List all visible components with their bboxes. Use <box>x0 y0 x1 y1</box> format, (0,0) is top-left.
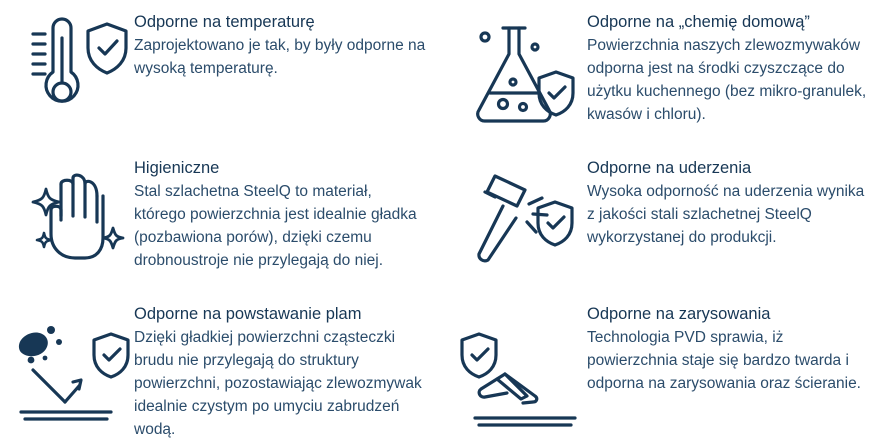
feature-item-impact <box>441 146 882 292</box>
feature-title: Odporne na zarysowania <box>587 305 771 323</box>
feature-body: Stal szlachetna SteelQ to materiał, którego powierzchnia jest idealnie gładka (pozbawiona porów), dzięki czemu drobnoustroje nie przylegają do niej. <box>134 183 417 269</box>
feature-body: Dzięki gładkiej powierzchni cząsteczki brudu nie przylegają do struktury powierzchni, pozostawiając zlewozmywak idealnie czystym po umyciu zabrudzeń wodą. <box>134 329 422 438</box>
hand-sparkle-icon <box>14 156 134 274</box>
feature-text <box>587 156 868 249</box>
feature-item-temperature <box>0 0 441 146</box>
feature-item-household-chemicals <box>441 0 882 146</box>
feature-item-stains <box>0 292 441 441</box>
feature-body: Technologia PVD sprawia, iż powierzchnia staje się bardzo twarda i odporna na zarysowania oraz ścieranie. <box>587 329 861 392</box>
feature-text <box>134 10 427 80</box>
feature-text <box>587 302 868 395</box>
flask-shield-icon <box>455 10 587 128</box>
knife-scratch-shield-icon <box>455 302 587 420</box>
stain-repel-shield-icon <box>14 302 134 420</box>
feature-text <box>134 156 427 272</box>
feature-title: Odporne na uderzenia <box>587 159 752 177</box>
feature-title: Odporne na temperaturę <box>134 13 315 31</box>
feature-item-scratches <box>441 292 882 441</box>
feature-title: Odporne na powstawanie plam <box>134 305 362 323</box>
feature-body: Wysoka odporność na uderzenia wynika z jakości stali szlachetnej SteelQ wykorzystanej do produkcji. <box>587 183 865 246</box>
feature-item-hygienic <box>0 146 441 292</box>
feature-title: Higieniczne <box>134 159 220 177</box>
hammer-shield-icon <box>455 156 587 274</box>
feature-text <box>134 302 427 441</box>
feature-body: Powierzchnia naszych zlewozmywaków odporna jest na środki czyszczące do użytku kuchennego (bez mikro-granulek, kwasów i chloru). <box>587 37 867 123</box>
thermometer-shield-icon <box>14 10 134 128</box>
feature-text <box>587 10 868 126</box>
feature-body: Zaprojektowano je tak, by były odporne na wysoką temperaturę. <box>134 37 426 77</box>
feature-title: Odporne na „chemię domową” <box>587 13 810 31</box>
